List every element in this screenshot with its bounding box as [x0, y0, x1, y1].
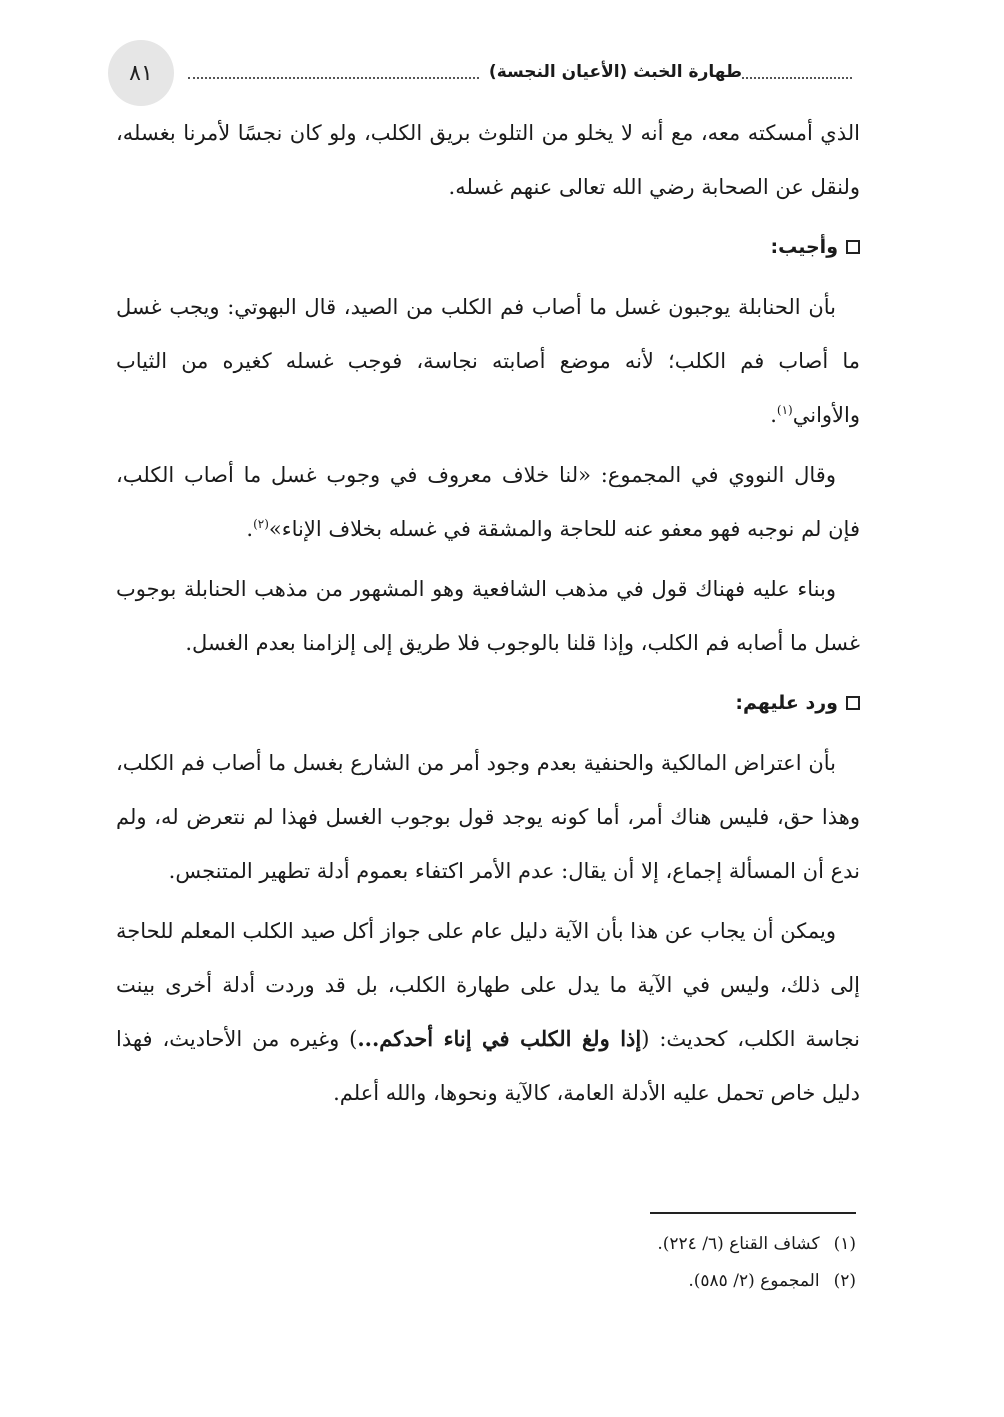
- paragraph-1: الذي أمسكته معه، مع أنه لا يخلو من التلوث بريق الكلب، ولو كان نجسًا لأمرنا بغسله، ولنقل عن الصحابة رضي الله تعالى عنهم غسله.: [116, 121, 860, 199]
- footnote-number: (٢): [833, 1271, 856, 1291]
- hadith-quote: إذا ولغ الكلب في إناء أحدكم...: [357, 1026, 642, 1051]
- footnote-ref-2[interactable]: (٢): [253, 517, 269, 531]
- footnote-separator: [650, 1212, 856, 1214]
- section-heading-reply: [116, 676, 860, 730]
- main-text: [116, 106, 860, 1126]
- paragraph-2: [116, 280, 860, 442]
- paragraph-6-text-b: ) وغيره من الأحاديث، فهذا دليل خاص تحمل عليه الأدلة العامة، كالآية ونحوها، والله أعلم.: [116, 1027, 860, 1105]
- paragraph-3: [116, 448, 860, 556]
- footnote-ref-1[interactable]: (١): [776, 403, 793, 417]
- running-title: طهارة الخبث (الأعيان النجسة): [488, 62, 742, 82]
- header-dots-left: [188, 65, 479, 79]
- paragraph-4: وبناء عليه فهناك قول في مذهب الشافعية وهو المشهور من مذهب الحنابلة بوجوب غسل ما أصابه فم الكلب، وإذا قلنا بالوجوب فلا طريق إلى إلزامنا بعدم الغسل.: [116, 577, 860, 655]
- footnote-text: المجموع (٢/ ٥٨٥).: [688, 1271, 820, 1291]
- heading-label: وأجيب:: [770, 236, 838, 258]
- heading-label: ورد عليهم:: [735, 692, 838, 714]
- page-number: ٨١: [108, 40, 174, 106]
- section-heading-answer: [116, 220, 860, 274]
- paragraph-5: بأن اعتراض المالكية والحنفية بعدم وجود أمر من الشارع بغسل ما أصاب فم الكلب، وهذا حق، فليس هناك أمر، أما كونه يوجد قول بوجوب الغسل فهذا لم نتعرض له، ولم ندع أن المسألة إجماع، إلا أن يقال: عدم الأمر اكتفاء بعموم أدلة تطهير المتنجس.: [116, 751, 860, 883]
- page-header: [108, 40, 864, 106]
- paragraph-2-end: .: [770, 403, 777, 427]
- paragraph-6-text-a: ويمكن أن يجاب عن هذا بأن الآية دليل عام على جواز أكل صيد الكلب المعلم للحاجة إلى ذلك، وليس في الآية ما يدل على طهارة الكلب، بل قد وردت أدلة أخرى بينت نجاسة الكلب، كحديث: (: [116, 919, 861, 1051]
- footnote-number: (١): [833, 1234, 856, 1254]
- paragraph-6: [116, 904, 860, 1120]
- checkbox-bullet-icon: [846, 240, 860, 254]
- paragraph-3-end: .: [246, 517, 254, 541]
- footnotes: [500, 1226, 856, 1300]
- footnote-text: كشاف القناع (٦/ ٢٢٤).: [657, 1234, 820, 1254]
- paragraph-3-text: وقال النووي في المجموع: «لنا خلاف معروف في وجوب غسل ما أصاب الكلب، فإن لم نوجبه فهو معفو عنه للحاجة والمشقة في غسله بخلاف الإناء»: [116, 463, 860, 541]
- footnote-1: [500, 1226, 856, 1263]
- paragraph-2-text: بأن الحنابلة يوجبون غسل ما أصاب فم الكلب من الصيد، قال البهوتي: ويجب غسل ما أصاب فم الكلب؛ لأنه موضع أصابته نجاسة، فوجب غسله كغيره من الثياب والأواني: [116, 295, 860, 427]
- checkbox-bullet-icon: [846, 696, 860, 710]
- running-head: [188, 58, 852, 86]
- header-dots-right: [742, 65, 852, 79]
- footnote-2: [500, 1263, 856, 1300]
